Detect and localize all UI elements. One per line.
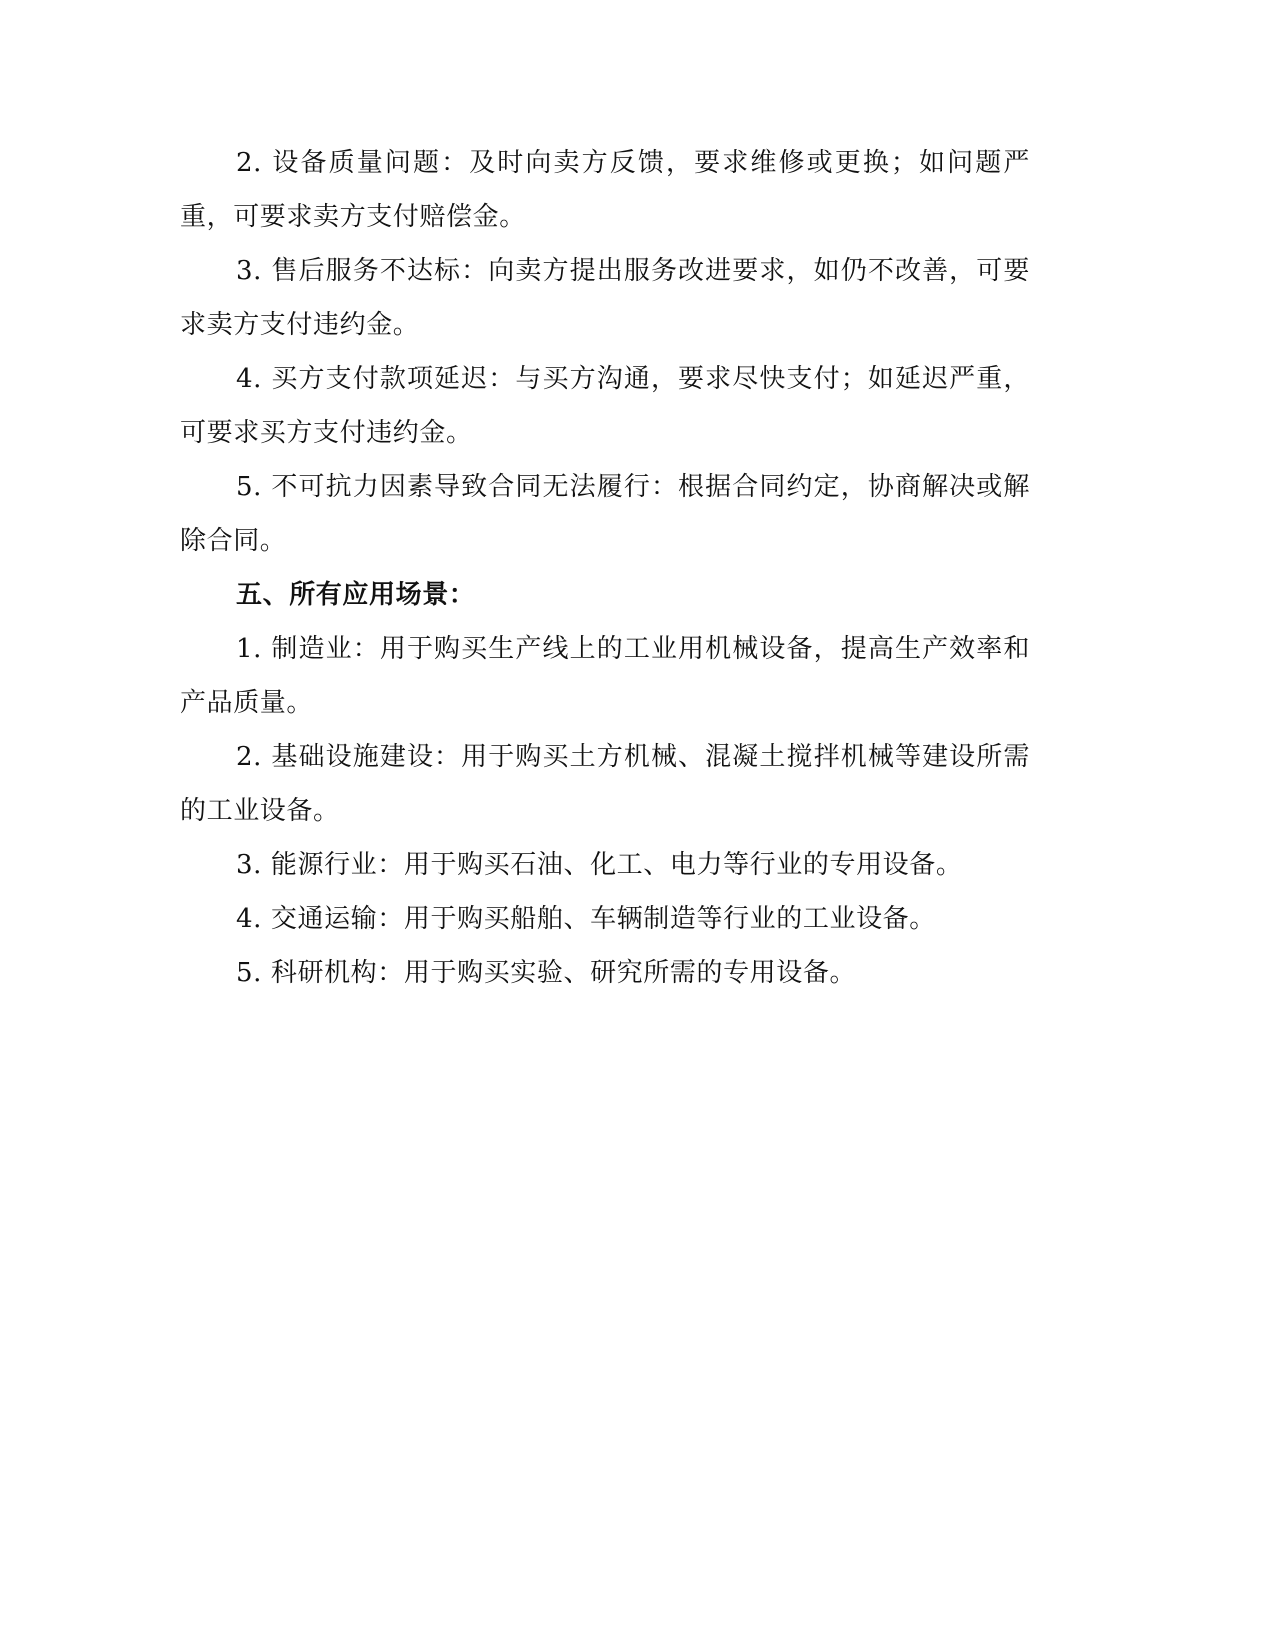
scenario-item-3: 3. 能源行业：用于购买石油、化工、电力等行业的专用设备。 [236, 850, 963, 880]
scenario-item-4: 4. 交通运输：用于购买船舶、车辆制造等行业的工业设备。 [236, 904, 936, 934]
issue-item-5: 5. 不可抗力因素导致合同无法履行：根据合同约定，协商解决或解除合同。 [180, 472, 1030, 556]
issue-item-2: 2. 设备质量问题：及时向卖方反馈，要求维修或更换；如问题严重，可要求卖方支付赔偿金。 [180, 148, 1030, 232]
scenario-item-2: 2. 基础设施建设：用于购买土方机械、混凝土搅拌机械等建设所需的工业设备。 [180, 742, 1030, 826]
issue-item-4: 4. 买方支付款项延迟：与买方沟通，要求尽快支付；如延迟严重，可要求买方支付违约金。 [180, 364, 1030, 448]
issue-item-3: 3. 售后服务不达标：向卖方提出服务改进要求，如仍不改善，可要求卖方支付违约金。 [180, 256, 1030, 340]
document-body [180, 136, 1030, 1000]
section-five-heading: 五、所有应用场景： [236, 580, 476, 610]
scenario-item-1: 1. 制造业：用于购买生产线上的工业用机械设备，提高生产效率和产品质量。 [180, 634, 1030, 718]
scenario-item-5: 5. 科研机构：用于购买实验、研究所需的专用设备。 [236, 958, 857, 988]
